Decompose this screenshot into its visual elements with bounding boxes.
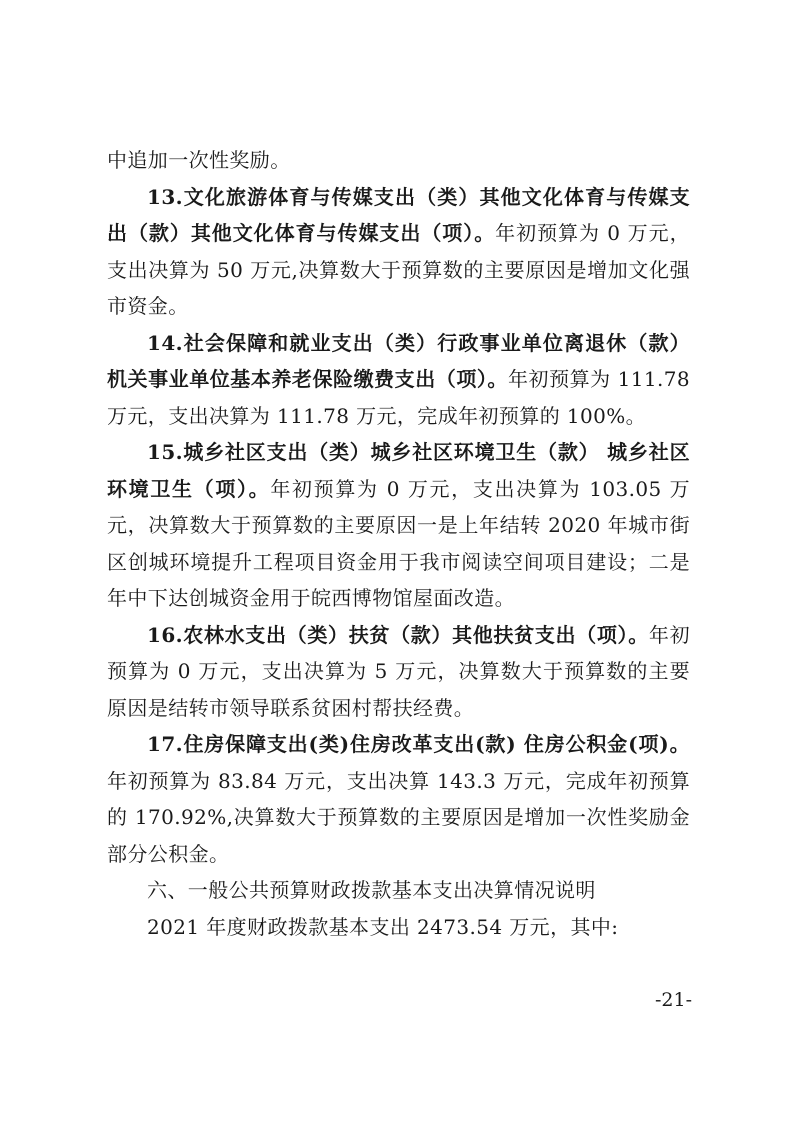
item-16: [107, 617, 690, 727]
item-17-body: 年初预算为 83.84 万元，支出决算 143.3 万元，完成年初预算的 170.92%,决算数大于预算数的主要原因是增加一次性奖励金部分公积金。: [107, 768, 690, 866]
document-body: [107, 142, 690, 945]
page-number: -21-: [655, 989, 693, 1011]
intro-tail-text: 中追加一次性奖励。: [107, 148, 291, 172]
item-13-heading: 13.文化旅游体育与传媒支出（类）其他文化体育与传媒支出（款）其他文化体育与传媒支出（项）。: [107, 184, 690, 245]
section-body: 2021 年度财政拨款基本支出 2473.54 万元，其中:: [147, 914, 619, 939]
item-16-heading: 16.农林水支出（类）扶贫（款）其他扶贫支出（项）。: [147, 622, 649, 647]
item-14-body: 年初预算为 111.78 万元，支出决算为 111.78 万元，完成年初预算的 100%。: [107, 367, 690, 428]
item-15-body: 年初预算为 0 万元，支出决算为 103.05 万元，决算数大于预算数的主要原因一是上年结转 2020 年城市街区创城环境提升工程项目资金用于我市阅读空间项目建设；二是年中下达创城资金用于皖西博物馆屋面改造。: [107, 476, 691, 610]
item-13-body: 年初预算为 0 万元，支出决算为 50 万元,决算数大于预算数的主要原因是增加文化强市资金。: [107, 221, 690, 318]
item-14: [107, 325, 690, 435]
item-16-body: 年初预算为 0 万元，支出决算为 5 万元，决算数大于预算数的主要原因是结转市领导联系贫困村帮扶经费。: [107, 622, 690, 720]
item-17: [107, 726, 690, 872]
item-17-heading: 17.住房保障支出(类)住房改革支出(款) 住房公积金(项)。: [147, 732, 690, 756]
section-title: 六、一般公共预算财政拨款基本支出决算情况说明: [147, 878, 596, 902]
item-15: [107, 434, 690, 617]
item-15-heading: 15.城乡社区支出（类）城乡社区环境卫生（款） 城乡社区环境卫生（项）。: [107, 440, 690, 501]
item-13: [107, 179, 690, 325]
item-14-heading: 14.社会保障和就业支出（类）行政事业单位离退休（款）机关事业单位基本养老保险缴费支出（项）。: [107, 330, 690, 391]
